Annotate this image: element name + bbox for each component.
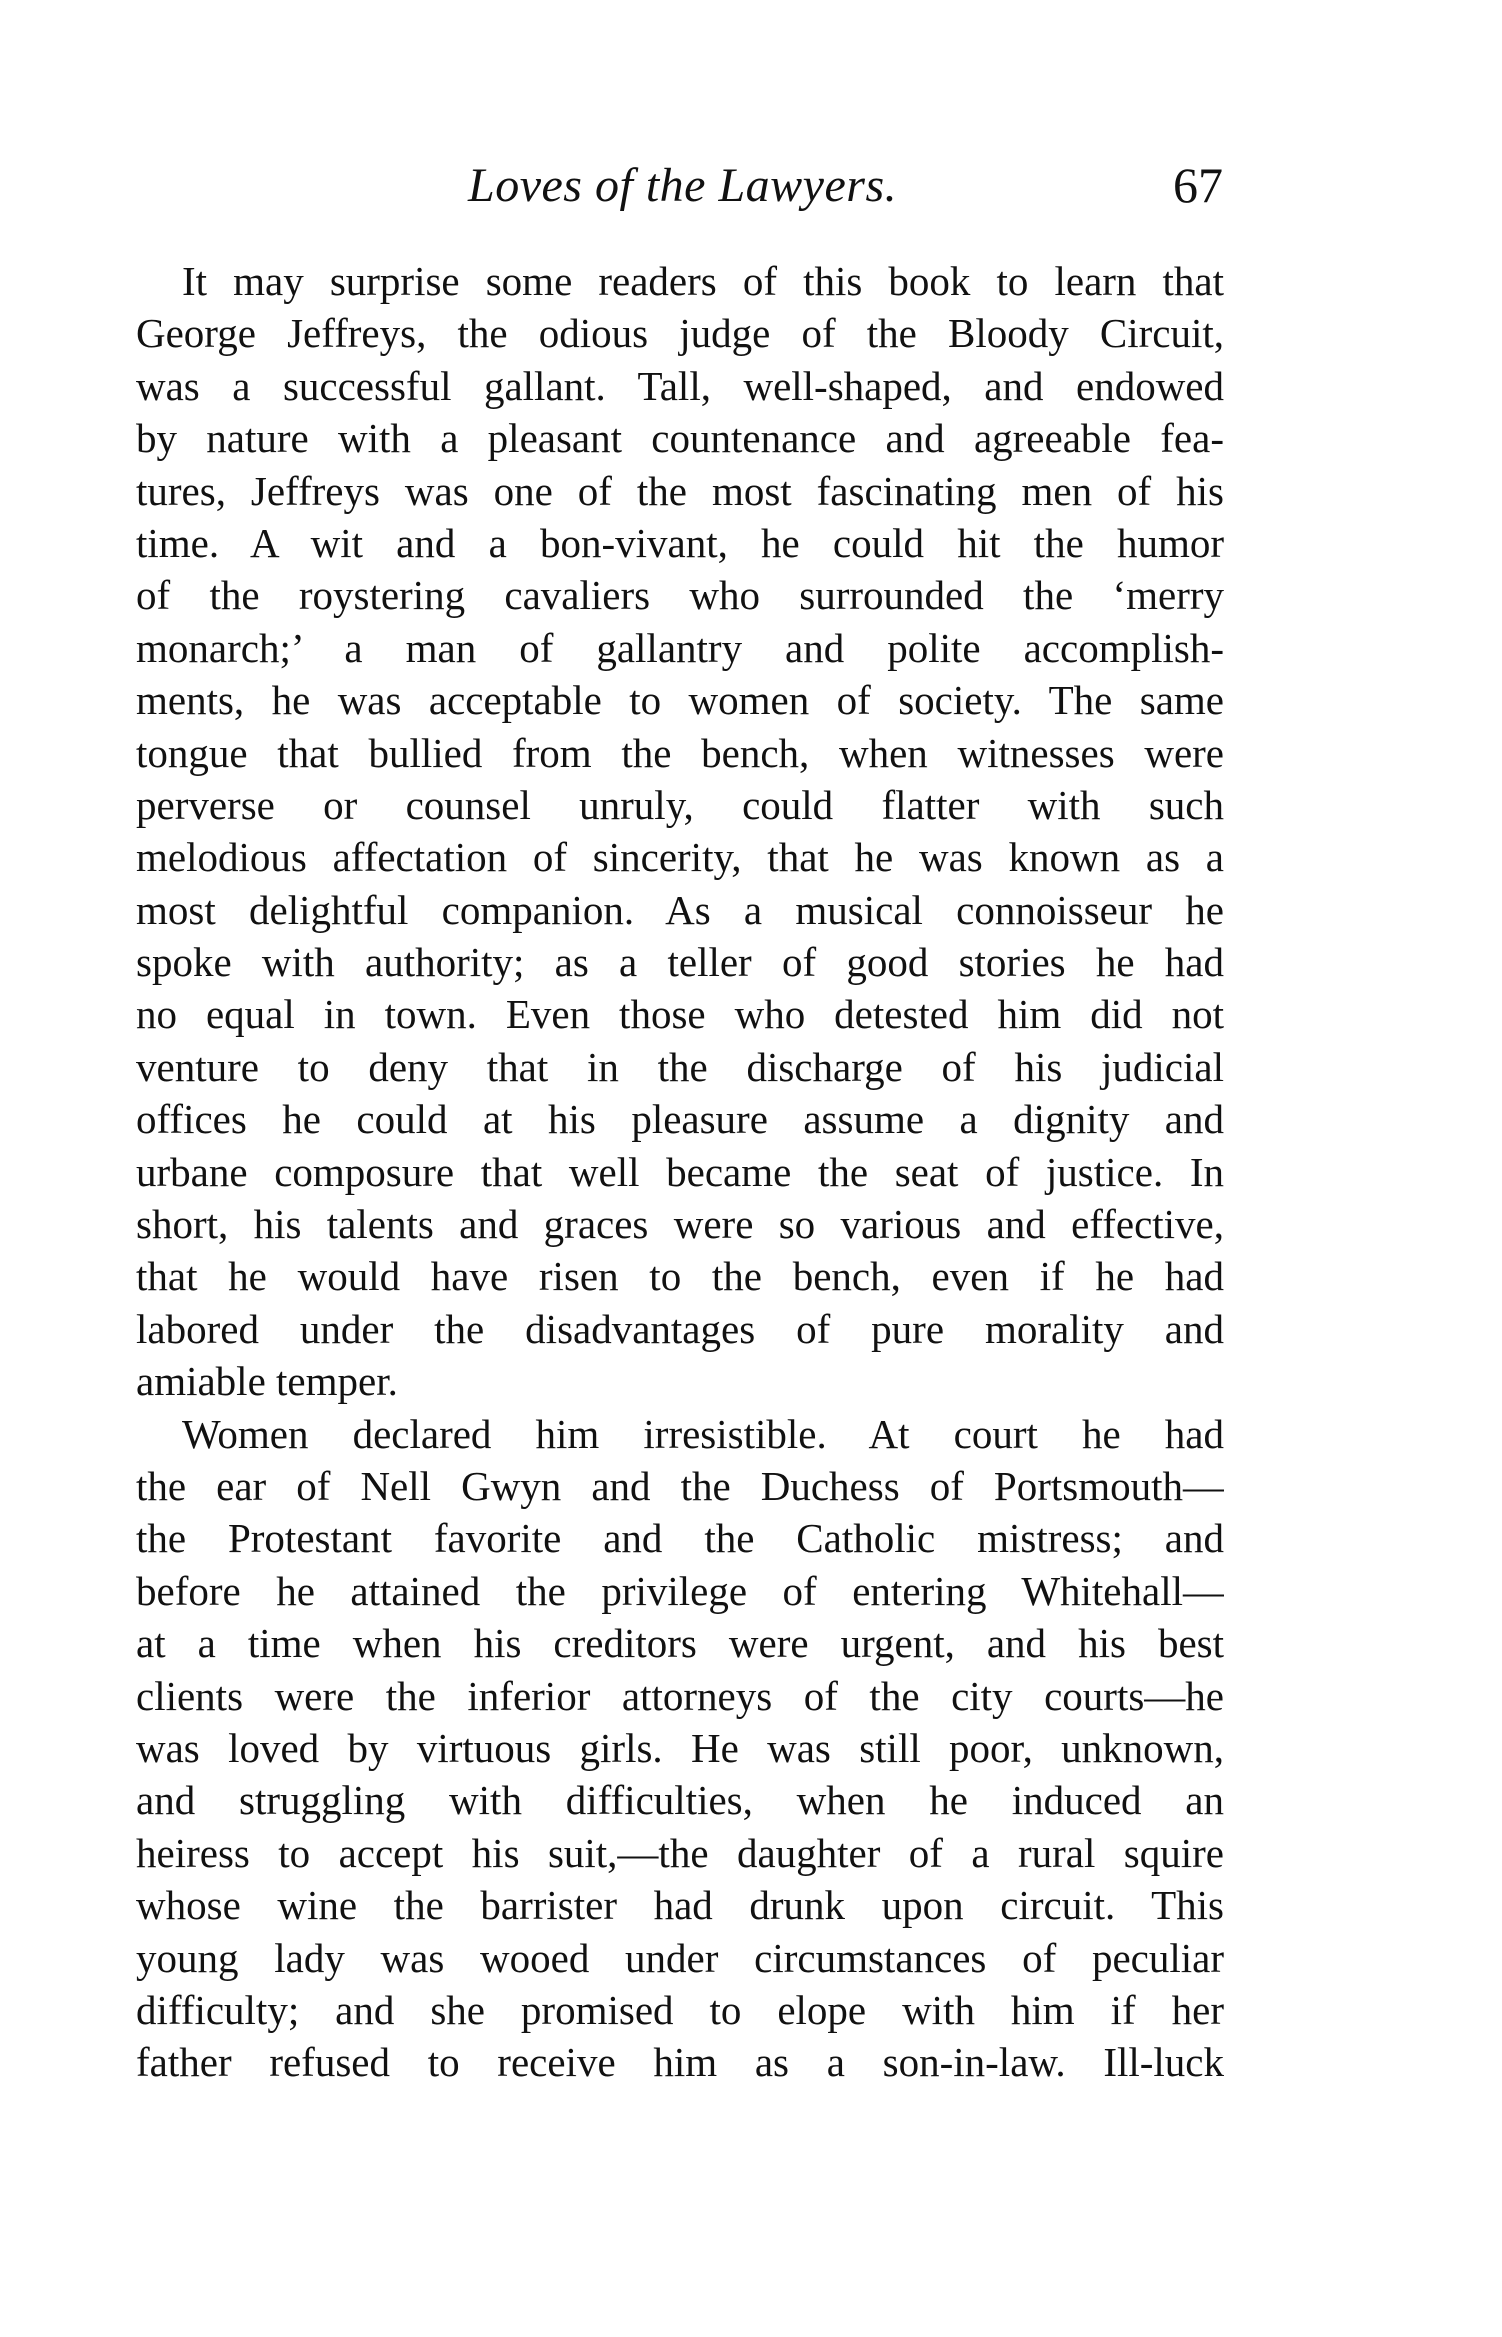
text-line: melodious affectation of sincerity, that he was known as a <box>136 834 1224 881</box>
text-line: tures, Jeffreys was one of the most fascinating men of his <box>136 467 1224 514</box>
text-line: heiress to accept his suit,—the daughter of a rural squire <box>136 1829 1224 1876</box>
text-line: perverse or counsel unruly, could flatter with such <box>136 781 1224 828</box>
text-line: at a time when his creditors were urgent, and his best <box>136 1620 1224 1667</box>
text-line: most delightful companion. As a musical connoisseur he <box>136 886 1224 933</box>
text-line: no equal in town. Even those who detested him did not <box>136 991 1224 1038</box>
running-title: Loves of the Lawyers. <box>468 159 898 212</box>
running-head <box>138 150 1223 220</box>
text-line: the ear of Nell Gwyn and the Duchess of Portsmouth— <box>136 1462 1224 1509</box>
text-line: difficulty; and she promised to elope with him if her <box>136 1986 1224 2033</box>
text-line: father refused to receive him as a son-in-law. Ill-luck <box>136 2039 1224 2086</box>
text-line: spoke with authority; as a teller of good stories he had <box>136 939 1224 986</box>
text-line: ments, he was acceptable to women of society. The same <box>136 677 1224 724</box>
text-line: It may surprise some readers of this book to learn that <box>182 258 1224 304</box>
text-line: time. A wit and a bon-vivant, he could hit the humor <box>136 519 1224 566</box>
text-line: that he would have risen to the bench, even if he had <box>136 1253 1224 1300</box>
text-line: whose wine the barrister had drunk upon circuit. This <box>136 1882 1224 1929</box>
text-line: the Protestant favorite and the Catholic mistress; and <box>136 1515 1224 1562</box>
body-text <box>136 255 1224 2089</box>
text-line: was a successful gallant. Tall, well-shaped, and endowed <box>136 362 1224 409</box>
text-line: young lady was wooed under circumstances of peculiar <box>136 1934 1224 1981</box>
text-line: by nature with a pleasant countenance and agreeable fea- <box>136 415 1224 462</box>
text-line: labored under the disadvantages of pure morality and <box>136 1305 1224 1352</box>
paragraph-jeffreys-gallant <box>136 255 1224 1408</box>
text-line: was loved by virtuous girls. He was still poor, unknown, <box>136 1724 1224 1771</box>
text-line: amiable temper. <box>136 1358 398 1405</box>
text-line: of the roystering cavaliers who surrounded the ‘merry <box>136 572 1224 619</box>
text-line: monarch;’ a man of gallantry and polite accomplish- <box>136 624 1224 671</box>
paragraph-women-declared <box>136 1408 1224 2089</box>
text-line: offices he could at his pleasure assume a dignity and <box>136 1096 1224 1143</box>
text-line: venture to deny that in the discharge of his judicial <box>136 1043 1224 1090</box>
page-number: 67 <box>1173 157 1223 213</box>
text-line: urbane composure that well became the seat of justice. In <box>136 1148 1224 1195</box>
text-line: short, his talents and graces were so various and effective, <box>136 1201 1224 1248</box>
text-line: Women declared him irresistible. At court he had <box>182 1410 1224 1457</box>
text-line: tongue that bullied from the bench, when witnesses were <box>136 729 1224 776</box>
text-line: and struggling with difficulties, when he induced an <box>136 1777 1224 1824</box>
text-line: clients were the inferior attorneys of the city courts—he <box>136 1672 1224 1719</box>
text-line: before he attained the privilege of entering Whitehall— <box>136 1567 1224 1614</box>
text-line: George Jeffreys, the odious judge of the Bloody Circuit, <box>136 310 1224 357</box>
